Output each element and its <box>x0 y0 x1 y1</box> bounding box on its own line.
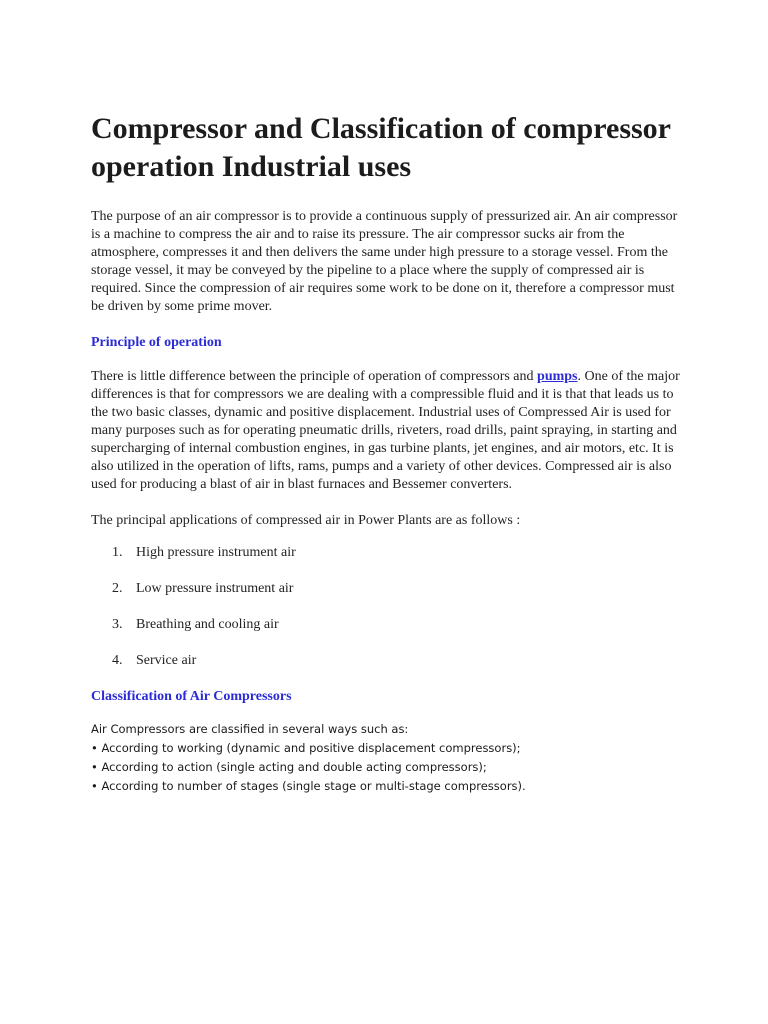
list-item <box>91 652 681 670</box>
classification-item: • According to number of stages (single stage or multi-stage compressors). <box>91 779 526 793</box>
classification-list <box>91 720 681 796</box>
principle-text-start: There is little difference between the principle of operation of compressors and <box>91 369 538 384</box>
list-item <box>91 544 681 562</box>
list-item-number: 3. <box>112 617 123 632</box>
list-item-number: 1. <box>112 545 123 560</box>
classification-intro: Air Compressors are classified in several ways such as: <box>91 722 409 736</box>
classification-item: • According to working (dynamic and positive displacement compressors); <box>91 741 521 755</box>
principle-text-end: . One of the major differences is that for compressors we are dealing with a compressible fluid and it is that that leads us to the two basic classes, dynamic and positive displacement. Industrial uses of Compressed Air is used for many purposes such as for operating pneumatic drills, riveters, road drills, paint spraying, in starting and supercharging of internal combustion engines, in gas turbine plants, jet engines, and air motors, etc. It is also utilized in the operation of lifts, rams, pumps and a variety of other devices. Compressed air is also used for producing a blast of air in blast furnaces and Bessemer converters. <box>91 369 680 492</box>
list-item-label: Service air <box>136 653 197 668</box>
intro-paragraph: The purpose of an air compressor is to provide a continuous supply of pressurized air. An air compressor is a machine to compress the air and to raise its pressure. The air compressor sucks air from the atmosphere, compresses it and then delivers the same under high pressure to a storage vessel. From the storage vessel, it may be conveyed by the pipeline to a place where the supply of compressed air is required. Since the compression of air requires some work to be done on it, therefore a compressor must be driven by some prime mover. <box>91 209 678 314</box>
list-item-number: 2. <box>112 581 123 596</box>
list-item-label: High pressure instrument air <box>136 545 296 560</box>
list-item-label: Low pressure instrument air <box>136 581 294 596</box>
list-item-number: 4. <box>112 653 123 668</box>
list-item <box>91 616 681 634</box>
principle-heading: Principle of operation <box>91 335 222 350</box>
classification-item: • According to action (single acting and double acting compressors); <box>91 760 487 774</box>
principle-paragraph <box>91 368 681 494</box>
applications-intro: The principal applications of compressed air in Power Plants are as follows : <box>91 513 521 528</box>
page-title: Compressor and Classification of compressor operation Industrial uses <box>91 112 671 183</box>
classification-heading: Classification of Air Compressors <box>91 689 292 704</box>
article-content <box>91 110 681 796</box>
pumps-link[interactable]: pumps <box>537 369 578 384</box>
list-item <box>91 580 681 598</box>
list-item-label: Breathing and cooling air <box>136 617 279 632</box>
applications-list <box>91 544 681 670</box>
